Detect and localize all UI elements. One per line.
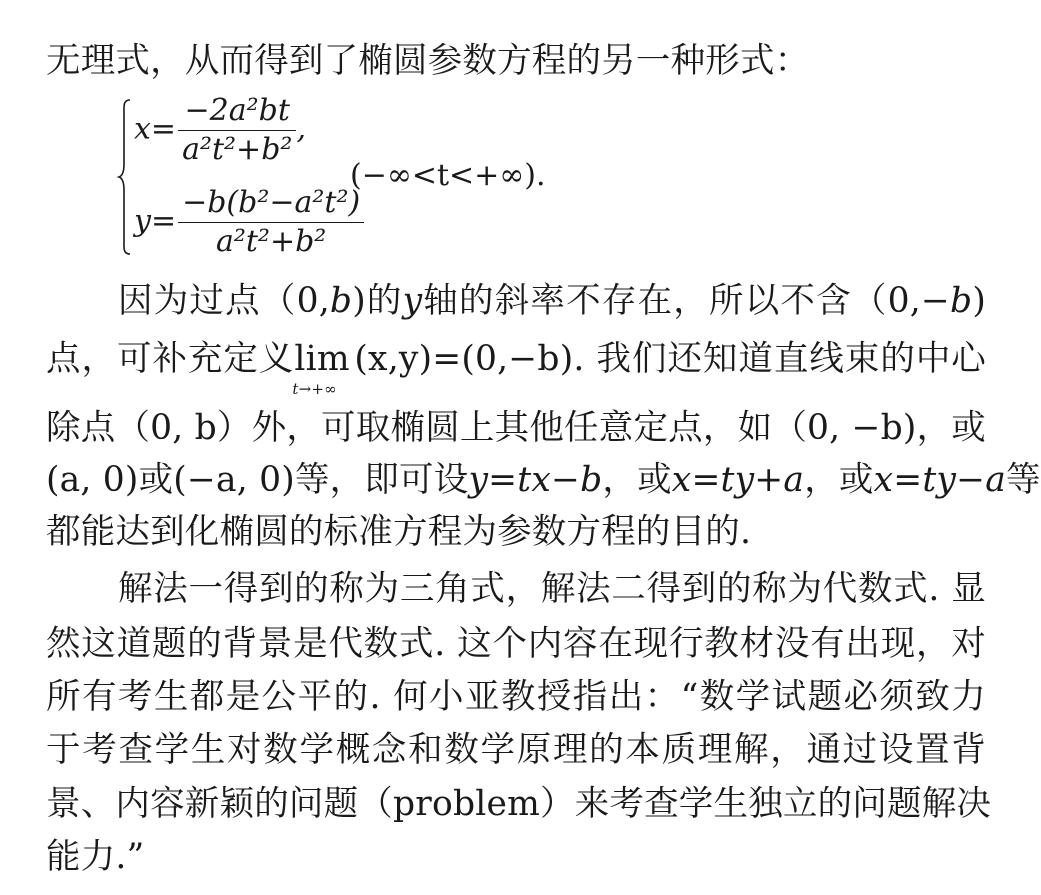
p2l1-text-a: 因为过点（0, bbox=[118, 281, 330, 321]
paragraph3-line2: 然这道题的背景是代数式. 这个内容在现行教材没有出现，对 bbox=[46, 624, 986, 664]
parametric-equation-system bbox=[118, 92, 598, 264]
p2l4-math-f: x=ty−a bbox=[873, 460, 1006, 500]
p2l2-text-a: 点，可补充定义 bbox=[46, 339, 295, 379]
paragraph3-line6: 能力.” bbox=[46, 837, 145, 877]
p2l4-math-d: x=ty+a bbox=[671, 460, 805, 500]
p2l4-math-b: y=tx−b bbox=[468, 460, 603, 500]
p2l1-math-y: y bbox=[402, 281, 423, 321]
equation-x-comma: , bbox=[296, 111, 306, 147]
p2l4-text-a: (a, 0)或(−a, 0)等，即可设 bbox=[46, 460, 469, 500]
p2l1-text-g: ) bbox=[972, 281, 986, 321]
parameter-range: (−∞<t<+∞). bbox=[350, 158, 546, 193]
p2l1-math-b2: b bbox=[950, 281, 973, 321]
equation-x-denominator: a²t²+b² bbox=[182, 132, 293, 167]
p2l4-text-e: ，或 bbox=[804, 460, 874, 500]
equation-x-numerator: −2a²bt bbox=[178, 92, 296, 131]
p2l4-text-c: ，或 bbox=[602, 460, 672, 500]
paragraph2-line4 bbox=[46, 455, 1041, 505]
equation-y-lhs: y= bbox=[134, 203, 177, 239]
paragraph3-line1: 解法一得到的称为三角式，解法二得到的称为代数式. 显 bbox=[118, 569, 986, 609]
p2l1-text-c: )的 bbox=[352, 281, 403, 321]
left-brace-icon bbox=[118, 98, 132, 256]
equation-y-fraction bbox=[178, 184, 364, 261]
equation-y-numerator: −b(b²−a²t²) bbox=[178, 184, 364, 223]
equation-y bbox=[134, 184, 364, 261]
paragraph3-line4: 于考查学生对数学概念和数学原理的本质理解，通过设置背 bbox=[46, 730, 986, 770]
paragraph2-line1 bbox=[118, 276, 986, 326]
paragraph2-line3: 除点（0, b）外，可取椭圆上其他任意定点，如（0, −b)，或 bbox=[46, 408, 986, 448]
equation-x-fraction bbox=[178, 92, 296, 169]
p2l4-text-g: 等 bbox=[1006, 460, 1041, 500]
limit-lim: lim bbox=[294, 339, 350, 379]
p2l2-text-b: (x,y)=(0,−b). 我们还知道直线束的中心 bbox=[354, 339, 987, 379]
paragraph3-line3: 所有考生都是公平的. 何小亚教授指出：“数学试题必须致力 bbox=[46, 677, 986, 717]
p2l1-math-b: b bbox=[329, 281, 353, 321]
equation-x-lhs: x= bbox=[134, 111, 177, 147]
p2l1-text-e: 轴的斜率不存在，所以不含（0,− bbox=[422, 281, 951, 321]
limit-subscript: t→+∞ bbox=[292, 380, 337, 398]
equation-x bbox=[134, 92, 306, 169]
paragraph2-line5: 都能达到化椭圆的标准方程为参数方程的目的. bbox=[46, 512, 752, 552]
equation-y-denominator: a²t²+b² bbox=[215, 224, 327, 259]
paragraph3-line5: 景、内容新颖的问题（problem）来考查学生独立的问题解决 bbox=[46, 784, 992, 824]
paragraph2-line2 bbox=[46, 334, 987, 398]
paragraph1-line1: 无理式，从而得到了椭圆参数方程的另一种形式： bbox=[46, 41, 810, 81]
limit-operator bbox=[292, 334, 354, 398]
